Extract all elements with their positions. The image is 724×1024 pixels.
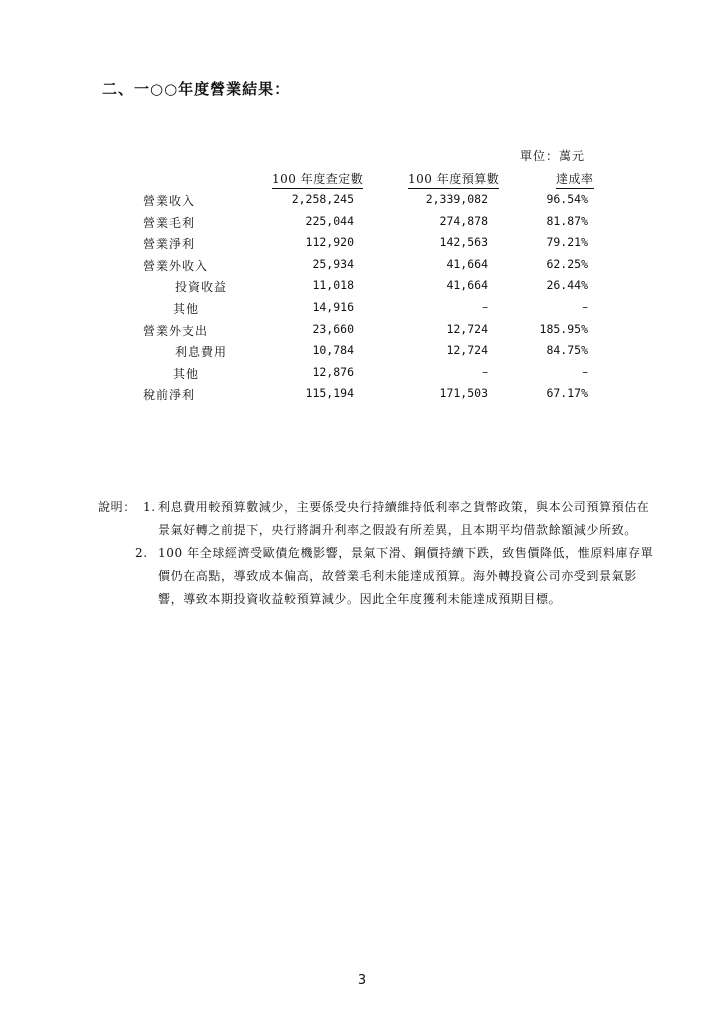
actual-value: 14,916 (312, 299, 354, 314)
note-number-digits: 2. (135, 546, 148, 560)
page-number: 3 (357, 973, 367, 988)
column-header-actual: 100 年度查定數 (272, 170, 363, 189)
notes-prefix: 說明： (98, 500, 136, 514)
results-table (0, 190, 724, 406)
section-title: 二、一○○年度營業結果： (102, 80, 291, 98)
rate-value: 84.75% (546, 343, 588, 358)
column-header-budget: 100 年度預算數 (408, 170, 499, 189)
row-label: 其他 (173, 366, 200, 381)
row-label: 稅前淨利 (143, 388, 196, 403)
actual-value: 11,018 (312, 278, 354, 293)
actual-value: 10,784 (312, 343, 354, 358)
table-row (0, 363, 724, 385)
rate-value: 79.21% (546, 235, 588, 250)
row-label: 營業外收入 (143, 258, 209, 273)
row-label: 其他 (173, 301, 200, 316)
row-label: 營業外支出 (143, 323, 209, 338)
actual-value: 23,660 (312, 321, 354, 336)
actual-value: 25,934 (312, 256, 354, 271)
budget-value: 2,339,082 (425, 192, 488, 206)
row-label: 營業淨利 (143, 237, 196, 252)
rate-value: 185.95% (539, 321, 588, 336)
actual-value: 115,194 (305, 386, 354, 401)
note-text: 利息費用較預算數減少，主要係受央行持續維持低利率之貨幣政策，與本公司預算預估在景氣好轉之前提下，央行將調升利率之假設有所差異，且本期平均借款餘額減少所致。 (158, 500, 650, 537)
table-row (0, 276, 724, 298)
note-item (98, 496, 658, 542)
actual-value: 12,876 (312, 364, 354, 379)
table-row (0, 255, 724, 277)
row-label: 營業收入 (143, 194, 196, 208)
table-row (0, 190, 724, 212)
budget-value: 12,724 (446, 321, 488, 336)
unit-label: 單位：萬元 (520, 149, 586, 163)
note-item (98, 542, 658, 611)
note-number: 1. (143, 500, 156, 514)
budget-value: 41,664 (446, 278, 488, 293)
row-label: 營業毛利 (143, 215, 196, 230)
rate-value: – (582, 299, 588, 314)
table-row (0, 233, 724, 255)
rate-value: 67.17% (546, 386, 588, 401)
actual-value: 112,920 (305, 235, 354, 250)
table-row (0, 298, 724, 320)
budget-value: – (482, 364, 488, 379)
rate-value: 26.44% (546, 278, 588, 293)
budget-value: – (482, 299, 488, 314)
actual-value: 225,044 (305, 213, 354, 228)
notes-section (98, 496, 658, 611)
table-row (0, 384, 724, 406)
budget-value: 12,724 (446, 343, 488, 358)
budget-value: 274,878 (439, 213, 488, 228)
budget-value: 41,664 (446, 256, 488, 271)
row-label: 利息費用 (175, 345, 228, 360)
rate-value: 81.87% (546, 213, 588, 228)
rate-value: 96.54% (546, 192, 588, 206)
note-number (135, 542, 148, 565)
actual-value: 2,258,245 (291, 192, 354, 206)
budget-value: 171,503 (439, 386, 488, 401)
row-label: 投資收益 (175, 280, 228, 295)
table-row (0, 341, 724, 363)
budget-value: 142,563 (439, 235, 488, 250)
table-row (0, 320, 724, 342)
rate-value: – (582, 364, 588, 379)
column-header-rate: 達成率 (556, 170, 594, 189)
rate-value: 62.25% (546, 256, 588, 271)
table-row (0, 212, 724, 234)
note-text: 100 年全球經濟受歐債危機影響，景氣下滑、鋼價持續下跌，致售價降低，惟原料庫存單價仍在高點，導致成本偏高，故營業毛利未能達成預算。海外轉投資公司亦受到景氣影響，導致本期投資收益較預算減少。因此全年度獲利未能達成預期目標。 (158, 546, 654, 606)
